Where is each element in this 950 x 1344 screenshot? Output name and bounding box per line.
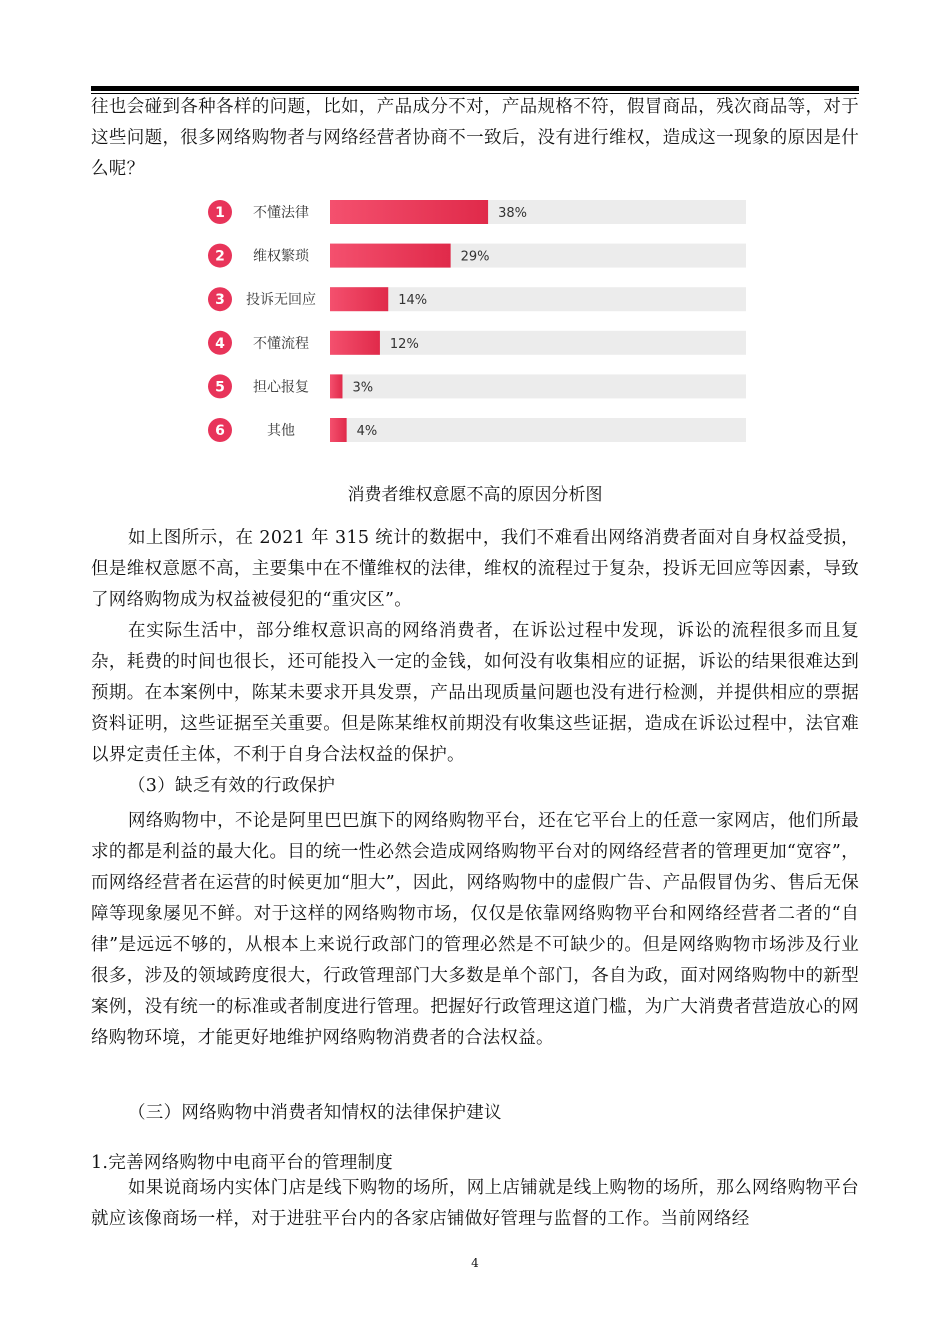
- bar-4: [330, 331, 380, 355]
- page-number: 4: [471, 1256, 479, 1270]
- value-label-2: 29%: [460, 249, 490, 265]
- rank-label-6: 6: [215, 423, 225, 439]
- bar-5: [330, 374, 342, 398]
- bar-track-3: [330, 287, 746, 311]
- category-label-3: 投诉无回应: [246, 292, 316, 309]
- value-label-3: 14%: [398, 293, 428, 309]
- paragraph-4: 如果说商场内实体门店是线下购物的场所，网上店铺就是线上购物的场所，那么网络购物平台就应该像商场一样，对于进驻平台内的各家店铺做好管理与监督的工作。当前网络经: [91, 1178, 859, 1229]
- category-label-2: 维权繁琐: [253, 248, 309, 265]
- intro-paragraph: 往也会碰到各种各样的问题，比如，产品成分不对，产品规格不符，假冒商品，残次商品等，对于这些问题，很多网络购物者与网络经营者协商不一致后，没有进行维权，造成这一现象的原因是什么呢？: [91, 97, 859, 179]
- paragraph-3: 网络购物中，不论是阿里巴巴旗下的网络购物平台，还在它平台上的任意一家网店，他们所最求的都是利益的最大化。目的统一性必然会造成网络购物平台对的网络经营者的管理更加“宽容”，而网络经营者在运营的时候更加“胆大”，因此，网络购物中的虚假广告、产品假冒伪劣、售后无保障等现象屡见不鲜。对于这样的网络购物市场，仅仅是依靠网络购物平台和网络经营者二者的“自律”是远远不够的，从根本上来说行政部门的管理必然是不可缺少的。但是网络购物市场涉及行业很多，涉及的领域跨度很大，行政管理部门大多数是单个部门，各自为政，面对网络购物中的新型案例，没有统一的标准或者制度进行管理。把握好行政管理这道门槛，为广大消费者营造放心的网络购物环境，才能更好地维护网络购物消费者的合法权益。: [91, 811, 859, 1048]
- rank-label-1: 1: [215, 205, 225, 221]
- value-label-5: 3%: [352, 380, 374, 396]
- bar-track-6: [330, 418, 746, 442]
- reason-bar-chart-svg: [180, 190, 770, 450]
- section-heading: （三）网络购物中消费者知情权的法律保护建议: [128, 1103, 502, 1123]
- reason-bar-chart: [180, 190, 770, 450]
- bar-track-5: [330, 374, 746, 398]
- value-label-4: 12%: [389, 336, 419, 352]
- category-label-1: 不懂法律: [253, 205, 309, 221]
- category-label-4: 不懂流程: [253, 335, 309, 352]
- bar-2: [330, 244, 451, 268]
- rank-label-5: 5: [215, 379, 225, 396]
- rank-label-2: 2: [215, 248, 225, 265]
- header-rule-thick: [91, 86, 859, 91]
- bar-6: [330, 418, 347, 442]
- value-label-1: 38%: [498, 206, 527, 221]
- bar-3: [330, 287, 388, 311]
- rank-label-4: 4: [215, 335, 225, 352]
- paragraph-1: 如上图所示，在 2021 年 315 统计的数据中，我们不难看出网络消费者面对自身权益受损，但是维权意愿不高，主要集中在不懂维权的法律，维权的流程过于复杂，投诉无回应等因素，导致了网络购物成为权益被侵犯的“重灾区”。: [91, 528, 859, 610]
- subheading-1: 1.完善网络购物中电商平台的管理制度: [91, 1153, 394, 1173]
- category-label-5: 担心报复: [253, 379, 309, 396]
- subheading-3: （3）缺乏有效的行政保护: [128, 776, 336, 796]
- category-label-6: 其他: [267, 423, 295, 439]
- paragraph-2: 在实际生活中，部分维权意识高的网络消费者，在诉讼过程中发现，诉讼的流程很多而且复杂，耗费的时间也很长，还可能投入一定的金钱，如何没有收集相应的证据，诉讼的结果很难达到预期。在本案例中，陈某未要求开具发票，产品出现质量问题也没有进行检测，并提供相应的票据资料证明，这些证据至关重要。但是陈某维权前期没有收集这些证据，造成在诉讼过程中，法官难以界定责任主体，不利于自身合法权益的保护。: [91, 621, 859, 765]
- figure-caption: 消费者维权意愿不高的原因分析图: [347, 485, 603, 505]
- bar-1: [330, 200, 488, 224]
- rank-label-3: 3: [215, 292, 225, 309]
- value-label-6: 4%: [356, 424, 378, 439]
